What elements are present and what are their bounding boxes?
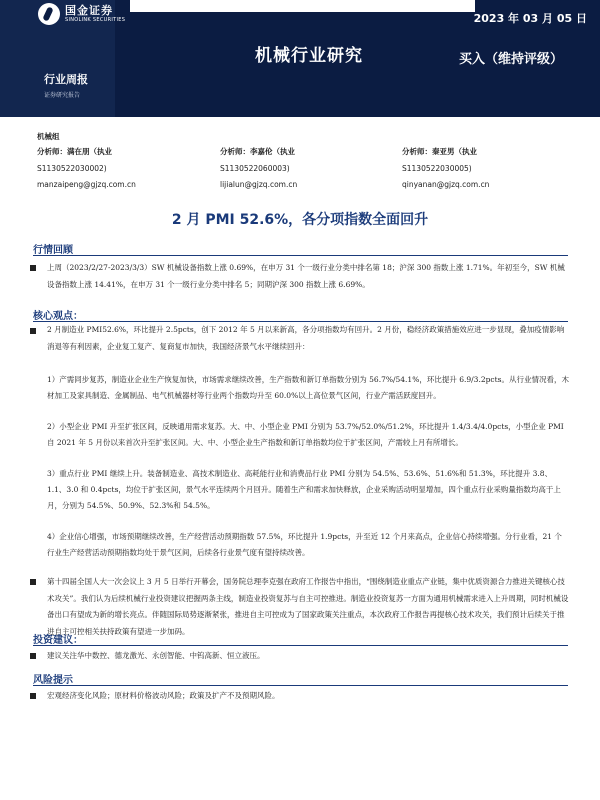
invest-text: 建议关注华中数控、德龙激光、永创智能、中钨高新、恒立液压。 [47,651,265,660]
analyst-1 [37,144,136,194]
analyst-license: S1130522060003) [220,163,290,173]
analyst-2 [220,144,297,194]
analyst-email[interactable]: qinyanan@gjzq.com.cn [402,180,490,189]
report-subtype: 证券研究报告 [44,92,81,99]
section-divider [33,685,568,686]
core-point-4: 4）企业信心增强，市场预期继续改善，生产经营活动预期指数 57.5%，环比提升 1.9pcts，升至近 12 个月来高点，企业信心持续增强。分行业看，21 个行业生产经营活动预期指数均处于景气区间，后续各行业景气度有望持续改善。 [47,532,562,557]
bullet-icon [30,328,36,334]
report-type: 行业周报 [44,73,88,86]
section-divider [33,255,568,256]
section-title-invest: 投资建议： [33,635,83,646]
header-top-bar [130,0,475,12]
analyst-name: 分析师：秦亚男（执业 [402,147,477,156]
bullet-icon [30,693,36,699]
company-logo [38,3,125,25]
review-paragraph: 上周（2023/2/27-2023/3/3）SW 机械设备指数上涨 0.69%，在申万 31 个一级行业分类中排名第 18；沪深 300 指数上涨 1.71%。年初至今，SW 机械设备指数上涨 14.41%，在申万 31 个一级行业分类中排名 5；同期沪深 300 指数上涨 6.69%。 [47,263,565,289]
logo-name-en: SINOLINK SECURITIES [65,17,126,23]
analyst-license: S1130522030005) [402,163,472,173]
section-title-review: 行情回顾 [33,245,73,256]
core-point-2: 2）小型企业 PMI 升至扩张区间，反映通用需求复苏。大、中、小型企业 PMI 分别为 53.7%/52.0%/51.2%，环比提升 1.4/3.4/4.0pcts，小型企业 PMI 自 2021 年 5 月份以来首次升至扩张区间。大、中、小型企业生产指数和新订单指数均位于扩张区间，产需较上月有所增长。 [47,422,564,447]
logo-name-cn: 国金证券 [65,4,113,17]
section-title-risk: 风险提示 [33,675,73,686]
analyst-group: 机械组 [37,132,60,141]
core-point-3: 3）重点行业 PMI 继续上升。装备制造业、高技术制造业、高耗能行业和消费品行业 PMI 分别为 54.5%、53.6%、51.6%和 51.3%，环比提升 3.8、1.1、3.0 和 0.4pcts，均位于扩张区间，景气水平连续两个月回升。随着生产和需求加快释放，企业采购活动明显增加，四个重点行业采购量指数均高于上月，分别为 54.5%、50.9%、52.3%和 54.5%。 [47,469,561,510]
core-point-1: 1）产需同步复苏，制造业企业生产恢复加快，市场需求继续改善，生产指数和新订单指数分别为 56.7%/54.1%，环比提升 6.9/3.2pcts。从行业情况看，木材加工及家具制造、金属制品、电气机械器材等行业两个指数均升至 60.0%以上高位景气区间，行业产需活跃度回升。 [47,375,569,400]
analyst-license: S1130522030002) [37,163,107,173]
bullet-icon [30,265,36,271]
rating-label: 买入（维持评级） [459,52,564,67]
analyst-email[interactable]: lijialun@gjzq.com.cn [220,180,298,189]
section-title-core: 核心观点： [33,311,83,322]
report-headline: 2 月 PMI 52.6%，各分项指数全面回升 [171,212,429,228]
report-header [0,0,600,117]
report-title: 机械行业研究 [255,46,363,66]
logo-icon [38,3,60,25]
section-divider [33,645,568,646]
report-date: 2023 年 03 月 05 日 [473,12,587,25]
bullet-icon [30,579,36,585]
analyst-name: 分析师：满在朋（执业 [37,147,112,156]
analyst-email[interactable]: manzaipeng@gjzq.com.cn [37,180,136,189]
risk-text: 宏观经济变化风险；原材料价格波动风险；政策及扩产不及预期风险。 [47,691,280,700]
analyst-name: 分析师：李嘉伦（执业 [220,147,295,156]
analyst-3 [402,144,489,194]
core-paragraph-2: 第十四届全国人大一次会议上 3 月 5 日举行开幕会，国务院总理李克强在政府工作报告中指出，“围绕制造业重点产业链，集中优质资源合力推进关键核心技术攻关”。我们认为后续机械行业投资建议把握两条主线，制造业投资复苏与自主可控推进。制造业投资复苏一方面为通用机械需求进入上升周期，同时机械设备出口有望成为新的增长亮点。伴随国际局势逐渐紧张，推进自主可控成为了国家政策关注重点，本次政府工作报告再提核心技术攻关，我们预计后续关于推进自主可控相关扶持政策有望进一步加码。 [47,577,569,636]
bullet-icon [30,653,36,659]
core-paragraph-1: 2 月制造业 PMI52.6%，环比提升 2.5pcts，创下 2012 年 5 月以来新高，各分项指数均有回升。2 月份，稳经济政策措施效应进一步显现，叠加疫情影响消退等有利因素，企业复工复产、复商复市加快，我国经济景气水平继续回升： [47,325,565,351]
